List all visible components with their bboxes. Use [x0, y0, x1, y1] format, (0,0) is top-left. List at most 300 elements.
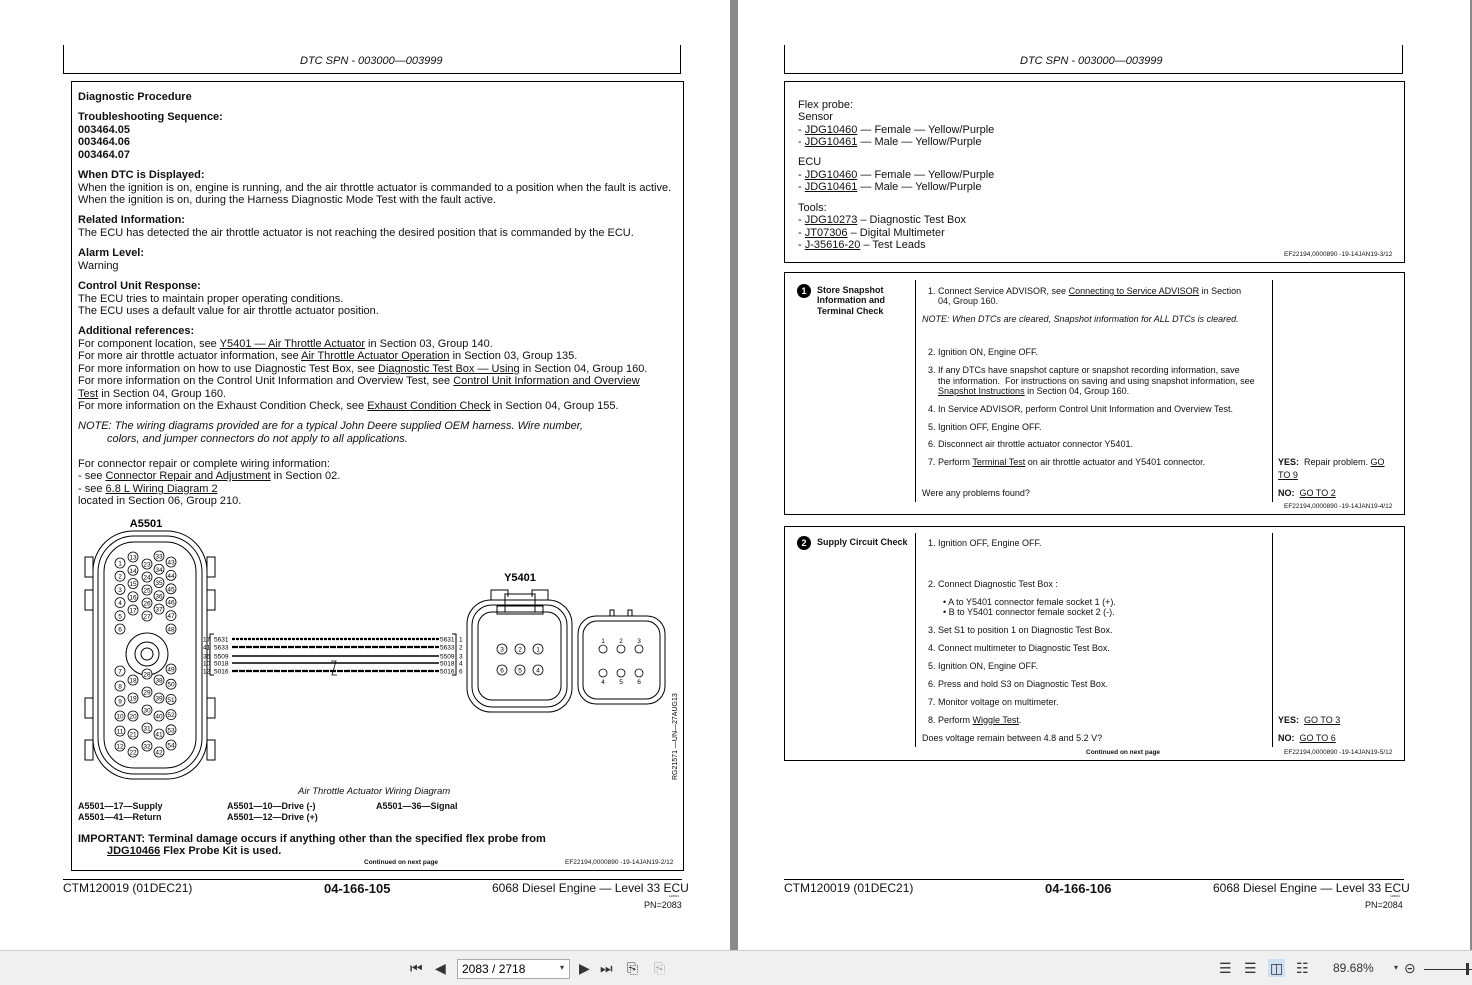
- pin: [635, 638, 643, 653]
- link[interactable]: Exhaust Condition Check: [367, 400, 491, 412]
- link[interactable]: GO TO 3: [1304, 715, 1341, 725]
- text: in Section 04, Group 160.: [98, 388, 226, 400]
- svg-text:6: 6: [637, 679, 641, 686]
- pin: [142, 559, 152, 569]
- link[interactable]: Wiggle Test: [972, 715, 1019, 725]
- pin: [166, 611, 176, 621]
- pin: [154, 604, 164, 614]
- pin: [128, 711, 138, 721]
- text: -: [798, 136, 805, 148]
- viewer-toolbar: [0, 950, 1472, 985]
- link[interactable]: Snapshot Instructions: [938, 386, 1025, 396]
- wire: [203, 645, 463, 652]
- footer-page-number: 04-166-105: [324, 881, 391, 896]
- cur-line: The ECU tries to maintain proper operating conditions.: [78, 293, 344, 305]
- text-line: [798, 111, 833, 124]
- svg-text:5018: 5018: [214, 660, 229, 668]
- pin: [115, 696, 125, 706]
- sequence-code: 003464.06: [78, 136, 130, 148]
- diagram-id: RG21571 —UN—27AUG13: [672, 693, 679, 780]
- text: For more information on how to use Diagnostic Test Box, see: [78, 363, 378, 375]
- text: the information. For instructions on saving and using snapshot information, see: [928, 376, 1255, 386]
- svg-text:13: 13: [129, 554, 137, 562]
- text: — Male — Yellow/Purple: [857, 136, 982, 148]
- text: 2. Connect Diagnostic Test Box :: [928, 579, 1058, 589]
- pin: [115, 681, 125, 691]
- pin: [154, 578, 164, 588]
- svg-text:2: 2: [619, 638, 623, 645]
- two-page-icon[interactable]: ◫: [1270, 960, 1284, 976]
- svg-text:5631: 5631: [214, 636, 229, 644]
- svg-text:5016: 5016: [440, 668, 455, 676]
- text: — Female — Yellow/Purple: [857, 169, 995, 181]
- text: 1. Connect Service ADVISOR, see: [928, 286, 1069, 296]
- svg-text:2: 2: [118, 573, 122, 581]
- text-line: [928, 597, 1116, 608]
- link[interactable]: Control Unit Information and Overview: [453, 375, 640, 387]
- text: 6. Press and hold S3 on Diagnostic Test Box.: [928, 679, 1108, 689]
- pin: [166, 664, 176, 674]
- text-line: [798, 181, 981, 194]
- text: -: [798, 181, 805, 193]
- svg-text:5509: 5509: [440, 653, 455, 661]
- text: 4. In Service ADVISOR, perform Control Unit Information and Overview Test.: [928, 404, 1233, 414]
- text: Repair problem.: [1299, 457, 1371, 467]
- text: -: [798, 169, 805, 181]
- footer-small: 128321: [669, 894, 680, 898]
- link[interactable]: JDG10461: [804, 136, 858, 148]
- text-line: [928, 625, 1112, 636]
- text: 7. Monitor voltage on multimeter.: [928, 697, 1059, 707]
- text: Flex probe:: [798, 99, 854, 111]
- text: — Female — Yellow/Purple: [857, 124, 995, 136]
- svg-text:47: 47: [167, 613, 175, 621]
- a5501-label: A5501: [129, 518, 163, 530]
- pin: [128, 579, 138, 589]
- text-line: [798, 202, 827, 215]
- pin: [497, 665, 507, 675]
- svg-text:54: 54: [167, 742, 175, 750]
- svg-text:17: 17: [129, 607, 137, 615]
- svg-text:1: 1: [459, 636, 463, 644]
- text: NO:: [1278, 733, 1295, 743]
- svg-text:1: 1: [601, 638, 605, 645]
- link[interactable]: GO TO 2: [1299, 488, 1336, 498]
- text: in Section 04, Group 155.: [490, 400, 619, 412]
- text: .: [1018, 715, 1022, 725]
- pin: [166, 679, 176, 689]
- svg-text:37: 37: [155, 606, 163, 614]
- svg-text:29: 29: [143, 689, 151, 697]
- text-line: [928, 679, 1108, 690]
- pin: [115, 666, 125, 676]
- text: IMPORTANT: Terminal damage occurs if anything other than the specified flex probe from: [78, 833, 546, 845]
- svg-text:20: 20: [129, 713, 137, 721]
- pin: [142, 669, 152, 679]
- text: • B to Y5401 connector female socket 2 (-).: [928, 607, 1115, 617]
- continued-note: Continued on next page: [364, 859, 439, 866]
- svg-text:7: 7: [118, 668, 122, 676]
- link[interactable]: GO TO 6: [1299, 733, 1336, 743]
- text: For connector repair or complete wiring information:: [78, 458, 330, 470]
- svg-text:9: 9: [118, 698, 122, 706]
- ref-id: EF22194,0000890 -19-14JAN19-5/12: [1284, 749, 1393, 756]
- link[interactable]: Terminal Test: [972, 457, 1026, 467]
- svg-text:25: 25: [143, 587, 151, 595]
- single-page-icon[interactable]: ☰: [1219, 960, 1232, 976]
- text: NO:: [1278, 488, 1295, 498]
- pin: [142, 687, 152, 697]
- text: — Male — Yellow/Purple: [857, 181, 982, 193]
- y5401-label: Y5401: [504, 572, 536, 584]
- pin: [115, 598, 125, 608]
- continued-note: Continued on next page: [1086, 749, 1161, 756]
- text: located in Section 06, Group 210.: [78, 495, 242, 507]
- text: Tools:: [798, 202, 827, 214]
- pin: [128, 605, 138, 615]
- svg-text:18: 18: [129, 677, 137, 685]
- link[interactable]: Diagnostic Test Box — Using: [378, 363, 520, 375]
- zoom-dropdown-icon[interactable]: ▾: [1394, 963, 1399, 972]
- a5501-pins: [115, 551, 176, 757]
- step-title: Information and: [817, 295, 885, 305]
- text: ECU: [798, 156, 822, 168]
- page-header: DTC SPN - 003000—003999: [300, 55, 443, 67]
- svg-text:28: 28: [143, 671, 151, 679]
- text-line: [922, 733, 1102, 744]
- yes-answer: [1278, 715, 1340, 726]
- svg-text:48: 48: [167, 626, 175, 634]
- text-line: [798, 227, 945, 240]
- no-answer: [1278, 488, 1336, 499]
- text: in Section: [1199, 286, 1242, 296]
- svg-text:5016: 5016: [214, 668, 229, 676]
- svg-text:10: 10: [116, 713, 124, 721]
- text: - see: [78, 483, 106, 495]
- svg-text:4: 4: [536, 667, 540, 675]
- text: -: [798, 214, 805, 226]
- prev-page-icon[interactable]: ◀: [435, 960, 446, 976]
- svg-text:41: 41: [203, 644, 211, 652]
- two-page-continuous-icon[interactable]: ☷: [1296, 960, 1309, 976]
- svg-text:3: 3: [459, 653, 463, 661]
- svg-text:5018: 5018: [440, 660, 455, 668]
- text-line: [928, 697, 1059, 708]
- wiring-diagram: [0, 0, 730, 800]
- text: NOTE: When DTCs are cleared, Snapshot information for ALL DTCs is cleared.: [922, 314, 1239, 324]
- text: For more information on the Exhaust Condition Check, see: [78, 400, 368, 412]
- svg-text:15: 15: [129, 581, 137, 588]
- pin: [515, 644, 525, 654]
- link[interactable]: JDG10460: [804, 124, 858, 136]
- pin: [128, 747, 138, 757]
- link[interactable]: JDG10461: [804, 181, 858, 193]
- text: -: [798, 239, 805, 251]
- pin: [142, 585, 152, 595]
- pin: [115, 571, 125, 581]
- continuous-icon[interactable]: ☰: [1244, 960, 1257, 976]
- svg-text:30: 30: [143, 707, 151, 715]
- text-line: [922, 314, 1239, 325]
- pin-ref: A5501—41—Return: [78, 812, 162, 822]
- svg-text:14: 14: [129, 567, 137, 575]
- procedure-title: Diagnostic Procedure: [78, 91, 192, 103]
- pin: [115, 711, 125, 721]
- text-line: [928, 607, 1115, 618]
- text-line: [928, 538, 1042, 549]
- wire: [203, 637, 463, 644]
- svg-text:2: 2: [518, 646, 522, 654]
- svg-text:51: 51: [167, 696, 175, 704]
- text: • A to Y5401 connector female socket 1 (+).: [928, 597, 1116, 607]
- diagram-caption: Air Throttle Actuator Wiring Diagram: [298, 786, 451, 797]
- pin: [128, 552, 138, 562]
- svg-text:12: 12: [203, 668, 211, 676]
- text: in Section 04, Group 160.: [1024, 386, 1130, 396]
- cur-title: Control Unit Response:: [78, 280, 201, 292]
- link[interactable]: Test: [78, 388, 99, 400]
- pin: [154, 747, 164, 757]
- text: in Section 03, Group 140.: [365, 338, 493, 350]
- pin-ref: A5501—17—Supply: [78, 801, 163, 811]
- pin: [599, 669, 607, 686]
- pin: [154, 551, 164, 561]
- alarm-title: Alarm Level:: [78, 247, 145, 259]
- pin: [166, 597, 176, 607]
- footer-page-number: 04-166-106: [1045, 881, 1112, 896]
- svg-text:5509: 5509: [214, 653, 229, 661]
- ref-id: EF22194,0000890 -19-14JAN19-2/12: [565, 859, 674, 866]
- alarm-value: Warning: [78, 260, 119, 272]
- pin: [166, 740, 176, 750]
- text-line: [928, 715, 1021, 726]
- text-line: [922, 488, 1030, 499]
- footer-pn: PN=2083: [644, 900, 682, 910]
- svg-text:2: 2: [459, 644, 463, 652]
- pin: [635, 669, 643, 686]
- svg-text:6: 6: [500, 667, 504, 675]
- text-line: [798, 124, 994, 137]
- svg-text:4: 4: [601, 679, 605, 686]
- pin: [166, 710, 176, 720]
- text-line: [928, 457, 1205, 468]
- related-text: The ECU has detected the air throttle actuator is not reaching the desired position that is commanded by the ECU.: [78, 227, 634, 239]
- pin: [115, 558, 125, 568]
- pin: [617, 669, 625, 686]
- related-title: Related Information:: [78, 214, 185, 226]
- text-line: [798, 169, 994, 182]
- svg-text:19: 19: [129, 695, 137, 703]
- zoom-slider-handle[interactable]: [1466, 963, 1469, 975]
- text-line: [798, 99, 853, 112]
- sequence-code: 003464.07: [78, 149, 130, 161]
- text: in Section 04, Group 160.: [519, 363, 648, 375]
- svg-text:3: 3: [500, 646, 504, 654]
- svg-text:38: 38: [155, 677, 163, 685]
- text: For more air throttle actuator information, see: [78, 350, 302, 362]
- pin: [166, 584, 176, 594]
- svg-text:11: 11: [116, 728, 124, 736]
- pin: [497, 644, 507, 654]
- text: Flex Probe Kit is used.: [160, 845, 282, 857]
- svg-text:5633: 5633: [214, 644, 229, 652]
- step-number-icon: 2: [797, 536, 811, 550]
- text: 4. Connect multimeter to Diagnostic Test Box.: [928, 643, 1110, 653]
- svg-text:12: 12: [116, 743, 124, 751]
- pin: [154, 693, 164, 703]
- pin: [617, 638, 625, 653]
- text: Were any problems found?: [922, 488, 1030, 498]
- last-page-icon[interactable]: ⏭: [600, 960, 613, 976]
- svg-text:4: 4: [459, 660, 463, 668]
- pin: [142, 572, 152, 582]
- important-line: [78, 833, 546, 846]
- text-line: [798, 214, 966, 227]
- link[interactable]: 6.8 L Wiring Diagram 2: [105, 483, 218, 495]
- text-line: [928, 376, 1255, 387]
- link[interactable]: Y5401 — Air Throttle Actuator: [219, 338, 365, 350]
- link[interactable]: JT07306: [804, 227, 848, 239]
- pin-ref: A5501—10—Drive (-): [227, 801, 316, 811]
- ref-id: EF22194,0000890 -19-14JAN19-4/12: [1284, 503, 1393, 510]
- svg-text:3: 3: [637, 638, 641, 645]
- svg-text:34: 34: [155, 566, 163, 574]
- note-line: colors, and jumper connectors do not apply to all applications.: [107, 433, 408, 445]
- text-line: [798, 136, 981, 149]
- footer-title: 6068 Diesel Engine — Level 33 ECU: [1213, 881, 1410, 895]
- link[interactable]: Air Throttle Actuator Operation: [301, 350, 450, 362]
- svg-text:50: 50: [167, 681, 175, 689]
- text: 8. Perform: [928, 715, 973, 725]
- yes-answer: [1278, 470, 1298, 481]
- svg-text:8: 8: [118, 683, 122, 691]
- pin: [154, 711, 164, 721]
- text-line: [928, 579, 1058, 590]
- pin: [166, 570, 176, 580]
- step-title: Terminal Check: [817, 306, 884, 316]
- link[interactable]: GO: [1370, 457, 1385, 467]
- svg-text:23: 23: [143, 561, 151, 569]
- yes-answer: [1278, 457, 1385, 468]
- svg-text:43: 43: [167, 559, 175, 567]
- link[interactable]: JDG10460: [804, 169, 858, 181]
- step-title: Store Snapshot: [817, 285, 884, 295]
- svg-text:32: 32: [143, 743, 151, 751]
- svg-text:5: 5: [619, 679, 623, 686]
- left-page: [0, 0, 730, 950]
- svg-text:33: 33: [155, 553, 163, 561]
- text: [928, 386, 938, 396]
- svg-text:6: 6: [459, 668, 463, 676]
- pin: [142, 723, 152, 733]
- svg-text:27: 27: [143, 613, 151, 621]
- svg-text:5631: 5631: [440, 636, 455, 644]
- zoom-level[interactable]: 89.68%: [1333, 961, 1374, 975]
- footer-title: 6068 Diesel Engine — Level 33 ECU: [492, 881, 689, 895]
- text: – Digital Multimeter: [847, 227, 945, 239]
- zoom-out-icon[interactable]: ⊝: [1404, 960, 1416, 976]
- next-page-icon[interactable]: ▶: [579, 960, 590, 976]
- svg-text:6: 6: [118, 626, 122, 634]
- sequence-title: Troubleshooting Sequence:: [78, 111, 223, 123]
- link[interactable]: Connector Repair and Adjustment: [105, 470, 271, 482]
- text: 1. Ignition OFF, Engine OFF.: [928, 538, 1042, 548]
- text: 5. Ignition OFF, Engine OFF.: [928, 422, 1042, 432]
- svg-text:1: 1: [536, 646, 540, 654]
- pin: [166, 725, 176, 735]
- sequence-code: 003464.05: [78, 124, 130, 136]
- when-line: When the ignition is on, engine is running, and the air throttle actuator is commanded to a position when the fault is active.: [78, 182, 672, 194]
- prev-view-icon[interactable]: ⎘: [627, 960, 639, 976]
- link[interactable]: Connecting to Service ADVISOR: [1068, 286, 1200, 296]
- text: YES:: [1278, 457, 1300, 467]
- pin: [115, 624, 125, 634]
- pin: [115, 741, 125, 751]
- page-dropdown-icon[interactable]: ▾: [560, 963, 565, 972]
- text: - see: [78, 470, 106, 482]
- link[interactable]: JDG10273: [804, 214, 858, 226]
- link[interactable]: TO 9: [1278, 470, 1298, 480]
- zoom-slider[interactable]: [1424, 969, 1472, 970]
- svg-text:17: 17: [203, 636, 211, 644]
- first-page-icon[interactable]: ⏮: [410, 960, 423, 976]
- pin: [515, 665, 525, 675]
- note-line: NOTE: The wiring diagrams provided are for a typical John Deere supplied OEM harness. Wire number,: [78, 420, 583, 432]
- pin: [533, 665, 543, 675]
- text-line: [928, 296, 998, 307]
- svg-text:40: 40: [155, 713, 163, 721]
- mating-connector-outline: [578, 610, 665, 704]
- when-title: When DTC is Displayed:: [78, 169, 205, 181]
- text: in Section 03, Group 135.: [449, 350, 578, 362]
- pin: [166, 694, 176, 704]
- svg-text:5: 5: [118, 613, 122, 621]
- text-line: [928, 347, 1038, 358]
- link[interactable]: JDG10466: [107, 845, 161, 857]
- pin: [154, 591, 164, 601]
- text-line: [928, 365, 1240, 376]
- svg-text:1: 1: [118, 560, 122, 568]
- pin: [154, 564, 164, 574]
- connector-pins: [497, 638, 643, 686]
- link[interactable]: J-35616-20: [804, 239, 861, 251]
- svg-text:53: 53: [167, 727, 175, 735]
- svg-text:4: 4: [118, 600, 122, 608]
- pin-ref: A5501—12—Drive (+): [227, 812, 318, 822]
- svg-text:16: 16: [129, 594, 137, 602]
- next-view-icon[interactable]: ⎘: [654, 960, 666, 976]
- svg-text:24: 24: [143, 574, 151, 582]
- pin: [142, 611, 152, 621]
- text-line: [928, 404, 1233, 415]
- svg-text:46: 46: [167, 599, 175, 607]
- text: in Section 02.: [270, 470, 341, 482]
- text: -: [798, 124, 805, 136]
- footer-pn: PN=2084: [1365, 900, 1403, 910]
- important-line: [107, 845, 281, 858]
- text: For more information on the Control Unit Information and Overview Test, see: [78, 375, 454, 387]
- when-line: When the ignition is on, during the Harness Diagnostic Mode Test with the fault active.: [78, 194, 497, 206]
- no-answer: [1278, 733, 1336, 744]
- page-number-input[interactable]: [457, 959, 570, 979]
- pin: [142, 598, 152, 608]
- page-header: DTC SPN - 003000—003999: [1020, 55, 1163, 67]
- text: 3. If any DTCs have snapshot capture or snapshot recording information, save: [928, 365, 1240, 375]
- svg-text:49: 49: [167, 666, 175, 674]
- svg-text:41: 41: [155, 731, 163, 739]
- text: 3. Set S1 to position 1 on Diagnostic Test Box.: [928, 625, 1113, 635]
- text-line: [928, 386, 1129, 397]
